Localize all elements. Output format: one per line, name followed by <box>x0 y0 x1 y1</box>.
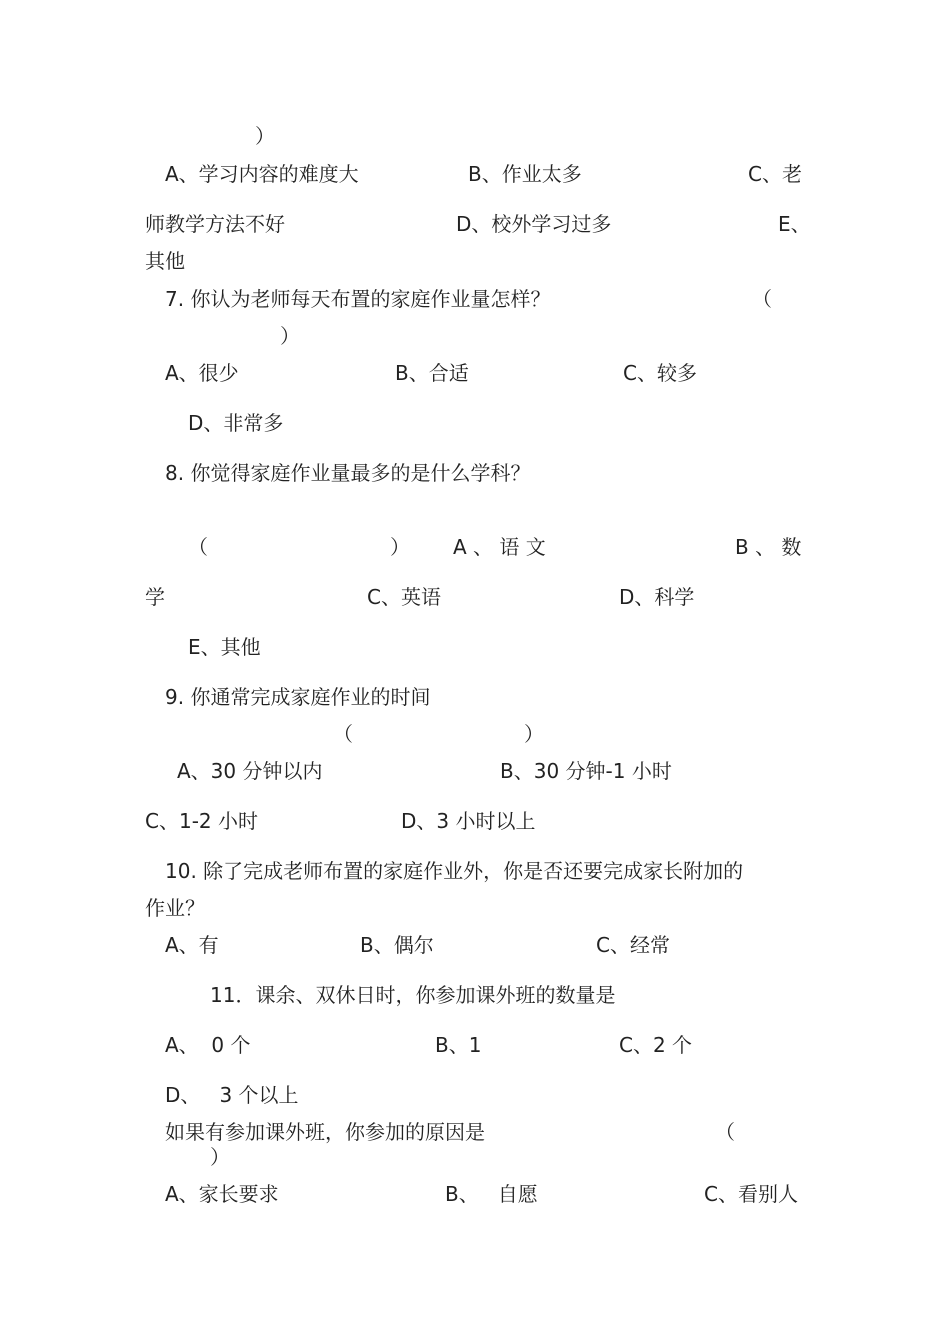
paren-close: ） <box>255 124 275 148</box>
q10-question-continued: 作业？ <box>145 896 205 920</box>
q7-option-b: B、合适 <box>395 361 469 385</box>
q9-paren-open: （ <box>333 722 353 746</box>
q7-option-d: D、非常多 <box>188 411 284 435</box>
q6-option-b: B、作业太多 <box>468 162 582 186</box>
q9-paren-close: ） <box>524 722 544 746</box>
q9-option-d: D、3 小时以上 <box>401 809 536 833</box>
q11-follow-paren-open: （ <box>715 1120 735 1144</box>
q6-option-e: E、 <box>778 212 811 236</box>
q10-question: 10. 除了完成老师布置的家庭作业外，你是否还要完成家长附加的 <box>165 859 744 883</box>
q10-option-c: C、经常 <box>596 933 670 957</box>
q8-paren-open: （ <box>188 535 208 559</box>
q11-follow-paren-close: ） <box>210 1145 230 1169</box>
q6-option-d: D、校外学习过多 <box>456 212 612 236</box>
q7-paren-open: （ <box>752 287 772 311</box>
q8-option-c: C、英语 <box>367 585 441 609</box>
q6-option-c-continued: 师教学方法不好 <box>145 212 285 236</box>
q8-option-b-continued: 学 <box>145 585 165 609</box>
q8-option-e: E、其他 <box>188 635 261 659</box>
q6-option-c: C、老 <box>748 162 802 186</box>
q11-follow-option-a: A、家长要求 <box>165 1182 279 1206</box>
q10-option-a: A、有 <box>165 933 219 957</box>
q7-option-c: C、较多 <box>623 361 697 385</box>
q9-option-b: B、30 分钟-1 小时 <box>500 759 672 783</box>
q11-option-a: A、 0 个 <box>165 1033 251 1057</box>
q8-option-a: A 、 语 文 <box>453 535 546 559</box>
q9-option-c: C、1-2 小时 <box>145 809 258 833</box>
q7-paren-close: ） <box>280 324 300 348</box>
q9-option-a: A、30 分钟以内 <box>177 759 323 783</box>
q8-question: 8. 你觉得家庭作业量最多的是什么学科？ <box>165 461 531 485</box>
q6-option-e-continued: 其他 <box>145 249 185 273</box>
q11-follow-question: 如果有参加课外班，你参加的原因是 <box>165 1120 485 1144</box>
q7-option-a: A、很少 <box>165 361 239 385</box>
q11-option-b: B、1 <box>435 1033 482 1057</box>
q10-option-b: B、偶尔 <box>360 933 434 957</box>
q8-option-b: B 、 数 <box>735 535 802 559</box>
q9-question: 9. 你通常完成家庭作业的时间 <box>165 685 431 709</box>
q7-question: 7. 你认为老师每天布置的家庭作业量怎样？ <box>165 287 551 311</box>
q8-paren-close: ） <box>390 535 410 559</box>
q11-option-d: D、 3 个以上 <box>165 1083 299 1107</box>
q6-option-a: A、学习内容的难度大 <box>165 162 359 186</box>
q8-option-d: D、科学 <box>619 585 695 609</box>
q11-follow-option-c: C、看别人 <box>704 1182 798 1206</box>
q11-follow-option-b: B、 自愿 <box>445 1182 538 1206</box>
q11-question: 11．课余、双休日时，你参加课外班的数量是 <box>210 983 616 1007</box>
q11-option-c: C、2 个 <box>619 1033 693 1057</box>
